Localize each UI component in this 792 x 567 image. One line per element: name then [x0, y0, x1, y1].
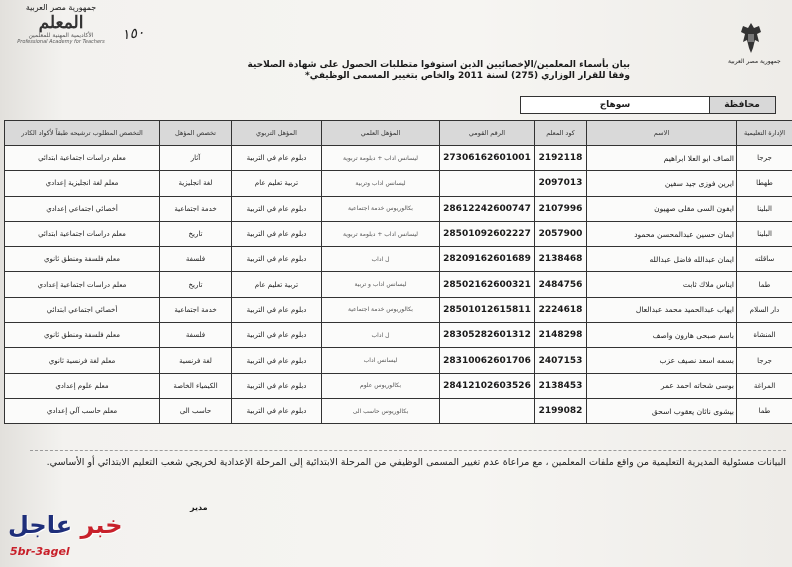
- admin-cell: دار السلام: [737, 297, 792, 322]
- col-code: كود المعلم: [535, 121, 587, 146]
- specialization-cell: آثار: [160, 146, 232, 171]
- col-name: الاسم: [587, 121, 737, 146]
- qualification-cell: بكالوريوس خدمة اجتماعية: [322, 297, 440, 322]
- qualification-cell: بكالوريوس حاسب الى: [322, 398, 440, 423]
- table-row: [5, 272, 792, 297]
- table-body: [5, 146, 792, 424]
- qualification-cell: بكالوريوس خدمة اجتماعية: [322, 196, 440, 221]
- col-required-specialization: التخصص المطلوب ترشيحه طبقاً لأكواد الكادر: [5, 121, 160, 146]
- required-specialization-cell: معلم دراسات اجتماعية ابتدائي: [5, 146, 160, 171]
- specialization-cell: الكيمياء الخاصة: [160, 373, 232, 398]
- col-qualification: المؤهل العلمي: [322, 121, 440, 146]
- table-row: [5, 171, 792, 196]
- required-specialization-cell: معلم دراسات اجتماعية ابتدائي: [5, 221, 160, 246]
- required-specialization-cell: معلم لغة انجليزية إعدادي: [5, 171, 160, 196]
- table-row: [5, 297, 792, 322]
- watermark-arabic-blue: عاجل: [8, 511, 73, 539]
- qualification-cell: ليسانس اداب + دبلومة تربوية: [322, 146, 440, 171]
- national-id-cell: 28502162600321: [440, 272, 535, 297]
- admin-cell: جرجا: [737, 348, 792, 373]
- table-row: [5, 348, 792, 373]
- name-cell: بيشوى ناثان يعقوب اسحق: [587, 398, 737, 423]
- specialization-cell: فلسفة: [160, 323, 232, 348]
- required-specialization-cell: معلم لغة فرنسية ثانوي: [5, 348, 160, 373]
- required-specialization-cell: معلم فلسفة ومنطق ثانوي: [5, 247, 160, 272]
- name-cell: باسم صبحى هارون واصف: [587, 323, 737, 348]
- qualification-cell: ليسانس اداب و تربية: [322, 272, 440, 297]
- code-cell: 2224618: [535, 297, 587, 322]
- name-cell: ايفون السى مقلى صهيون: [587, 196, 737, 221]
- name-cell: بوسى شحاته احمد عمر: [587, 373, 737, 398]
- national-id-cell: 28501092602227: [440, 221, 535, 246]
- footnote: البيانات مسئولية المديرية التعليمية من واقع ملفات المعلمين ، مع مراعاة عدم تغيير المسمى الوظيفي من المرحلة الابتدائية إلى المرحلة الإعدادية لخريجي شعب التعليم الابتدائي أو الأساسي.: [30, 450, 786, 475]
- specialization-cell: لغة فرنسية: [160, 348, 232, 373]
- edu-qualification-cell: دبلوم عام في التربية: [232, 323, 322, 348]
- document-title: [230, 60, 630, 82]
- required-specialization-cell: معلم حاسب آلي إعدادي: [5, 398, 160, 423]
- admin-cell: طما: [737, 398, 792, 423]
- watermark-english: 5br-3agel: [10, 545, 70, 558]
- code-cell: 2484756: [535, 272, 587, 297]
- code-cell: 2407153: [535, 348, 587, 373]
- seal-caption: جمهورية مصر العربية: [728, 58, 781, 65]
- handwritten-number: ١٥٠: [120, 24, 146, 44]
- qualification-cell: ليسانس اداب: [322, 348, 440, 373]
- required-specialization-cell: أخصائي اجتماعي ابتدائي: [5, 297, 160, 322]
- national-id-cell: 28412102603526: [440, 373, 535, 398]
- edu-qualification-cell: دبلوم عام في التربية: [232, 297, 322, 322]
- table-header-row: [5, 121, 792, 146]
- table-row: [5, 196, 792, 221]
- code-cell: 2057900: [535, 221, 587, 246]
- title-line-2: وفقا للقرار الوزاري (275) لسنة 2011 والخاص بتغيير المسمى الوظيفي*: [305, 71, 630, 81]
- edu-qualification-cell: تربية تعليم عام: [232, 171, 322, 196]
- specialization-cell: تاريخ: [160, 272, 232, 297]
- academy-english: Professional Academy for Teachers: [17, 39, 105, 45]
- specialization-cell: تاريخ: [160, 221, 232, 246]
- edu-qualification-cell: دبلوم عام في التربية: [232, 221, 322, 246]
- national-id-cell: 28209162601689: [440, 247, 535, 272]
- name-cell: ايمان عبدالله فاضل عبدالله: [587, 247, 737, 272]
- eagle-emblem-icon: [735, 20, 767, 56]
- edu-qualification-cell: دبلوم عام في التربية: [232, 373, 322, 398]
- table-row: [5, 373, 792, 398]
- qualification-cell: ليسانس اداب وتربية: [322, 171, 440, 196]
- col-national-id: الرقم القومي: [440, 121, 535, 146]
- code-cell: 2199082: [535, 398, 587, 423]
- national-id-cell: 28305282601312: [440, 323, 535, 348]
- qualification-cell: بكالوريوس علوم: [322, 373, 440, 398]
- qualification-cell: ليسانس اداب + دبلومة تربوية: [322, 221, 440, 246]
- edu-qualification-cell: دبلوم عام في التربية: [232, 398, 322, 423]
- name-cell: ايرين فوزى جيد سفين: [587, 171, 737, 196]
- name-cell: ايناس ملاك ثابت: [587, 272, 737, 297]
- governorate-value: سوهاج: [520, 96, 710, 114]
- national-id-cell: 28310062601706: [440, 348, 535, 373]
- name-cell: ايهاب عبدالحميد محمد عبدالعال: [587, 297, 737, 322]
- required-specialization-cell: معلم دراسات اجتماعية إعدادي: [5, 272, 160, 297]
- name-cell: ايمان حسين عبدالمحسن محمود: [587, 221, 737, 246]
- admin-cell: المنشاة: [737, 323, 792, 348]
- col-edu-qualification: المؤهل التربوي: [232, 121, 322, 146]
- admin-cell: البلينا: [737, 221, 792, 246]
- code-cell: 2107996: [535, 196, 587, 221]
- edu-qualification-cell: دبلوم عام في التربية: [232, 247, 322, 272]
- specialization-cell: خدمة اجتماعية: [160, 196, 232, 221]
- national-id-cell: 28501012615811: [440, 297, 535, 322]
- qualification-cell: ل اداب: [322, 247, 440, 272]
- title-line-1: بيان بأسماء المعلمين/الإخصائيين الذين استوفوا متطلبات الحصول على شهادة الصلاحية: [247, 60, 630, 70]
- edu-qualification-cell: دبلوم عام في التربية: [232, 146, 322, 171]
- required-specialization-cell: معلم فلسفة ومنطق ثانوي: [5, 323, 160, 348]
- edu-qualification-cell: تربية تعليم عام: [232, 272, 322, 297]
- code-cell: 2097013: [535, 171, 587, 196]
- qualification-cell: ل اداب: [322, 323, 440, 348]
- required-specialization-cell: أخصائي اجتماعي إعدادي: [5, 196, 160, 221]
- republic-text: جمهورية مصر العربية: [25, 3, 97, 12]
- governorate-label: محافظة: [708, 96, 776, 114]
- admin-cell: ساقلته: [737, 247, 792, 272]
- signature-label: مدير: [190, 503, 208, 512]
- admin-cell: طما: [737, 272, 792, 297]
- watermark-arabic: [8, 511, 123, 539]
- table-row: [5, 146, 792, 171]
- table-row: [5, 323, 792, 348]
- academy-subtitle: الأكاديمية المهنية للمعلمين: [28, 32, 94, 39]
- specialization-cell: خدمة اجتماعية: [160, 297, 232, 322]
- code-cell: 2138468: [535, 247, 587, 272]
- national-id-cell: 28612242600747: [440, 196, 535, 221]
- table-row: [5, 398, 792, 423]
- specialization-cell: فلسفة: [160, 247, 232, 272]
- edu-qualification-cell: دبلوم عام في التربية: [232, 348, 322, 373]
- code-cell: 2138453: [535, 373, 587, 398]
- col-admin: الإدارة التعليمية: [737, 121, 792, 146]
- table-row: [5, 221, 792, 246]
- national-id-cell: [440, 398, 535, 423]
- required-specialization-cell: معلم علوم إعدادي: [5, 373, 160, 398]
- academy-logo: [6, 3, 116, 58]
- specialization-cell: حاسب الى: [160, 398, 232, 423]
- watermark-arabic-red: خبر: [80, 511, 123, 539]
- admin-cell: المراغة: [737, 373, 792, 398]
- name-cell: بسمه اسعد نصيف عزب: [587, 348, 737, 373]
- col-specialization: تخصص المؤهل: [160, 121, 232, 146]
- specialization-cell: لغة انجليزية: [160, 171, 232, 196]
- national-id-cell: 27306162601001: [440, 146, 535, 171]
- watermark-logo: [0, 505, 140, 567]
- code-cell: 2148298: [535, 323, 587, 348]
- code-cell: 2192118: [535, 146, 587, 171]
- name-cell: الصاف ابو العلا ابراهيم: [587, 146, 737, 171]
- edu-qualification-cell: دبلوم عام في التربية: [232, 196, 322, 221]
- admin-cell: جرجا: [737, 146, 792, 171]
- teachers-table: [4, 120, 792, 424]
- admin-cell: البلينا: [737, 196, 792, 221]
- academy-name: المعلم: [38, 13, 84, 33]
- national-id-cell: [440, 171, 535, 196]
- admin-cell: طهطا: [737, 171, 792, 196]
- table-row: [5, 247, 792, 272]
